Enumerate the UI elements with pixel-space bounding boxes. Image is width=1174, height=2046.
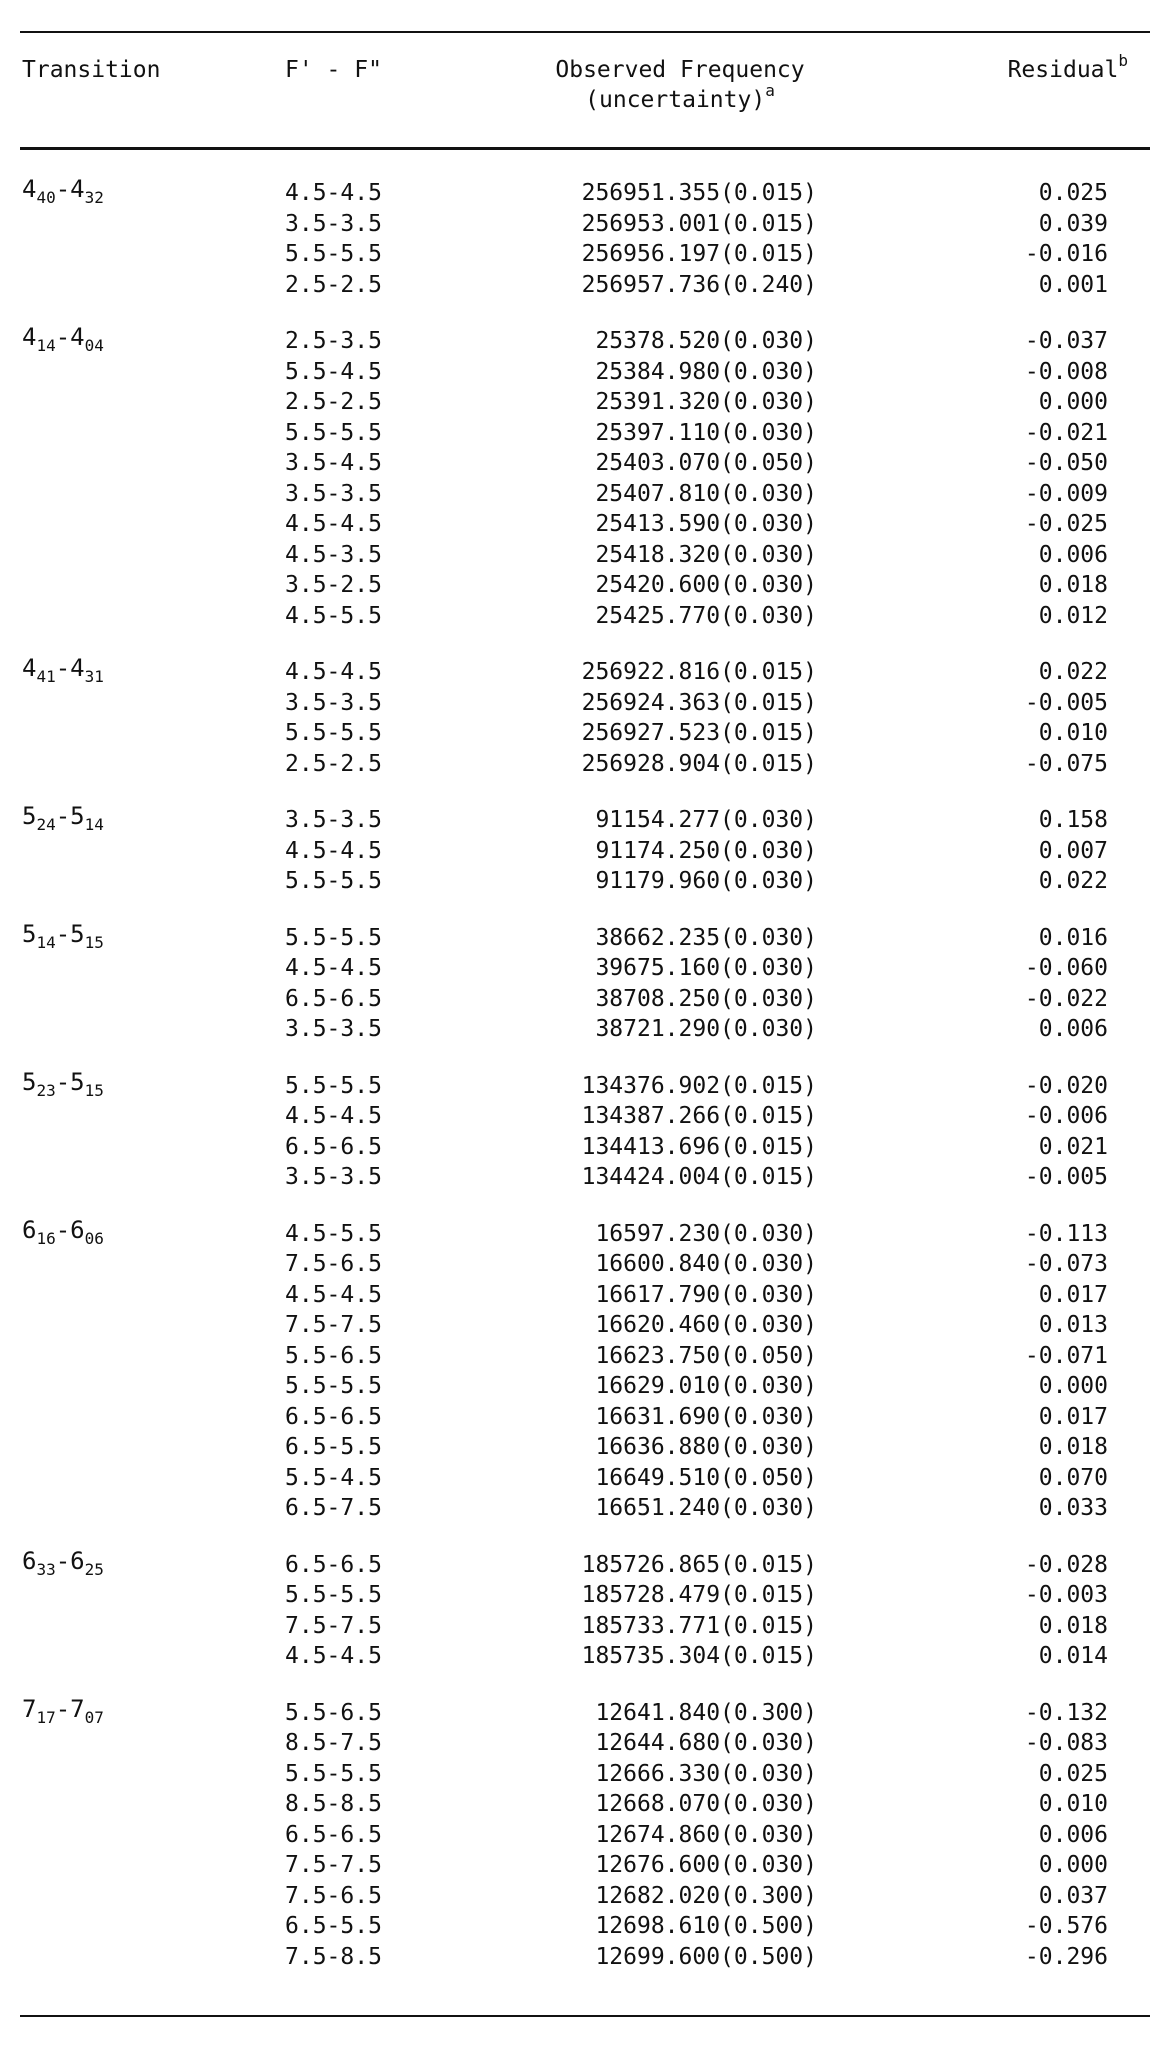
table-row	[0, 540, 1174, 571]
table-row	[0, 1881, 1174, 1912]
transition-lower-k: 25	[84, 1559, 104, 1579]
transition-group	[0, 1546, 1174, 1672]
table-row	[0, 1942, 1174, 1973]
table-row	[0, 1789, 1174, 1820]
table-row	[0, 1219, 1174, 1250]
f-levels-cell: 8.5-7.5	[285, 1730, 382, 1756]
table-row	[0, 1280, 1174, 1311]
frequency-cell: 12674.860(0.030)	[595, 1821, 817, 1848]
f-levels-cell: 5.5-5.5	[285, 419, 382, 446]
transition-dash: -	[55, 1067, 71, 1096]
transition-upper-j: 5	[22, 919, 37, 948]
frequency-cell: 16636.880(0.030)	[595, 1434, 817, 1460]
header-residual-label: Residual	[1007, 57, 1119, 83]
residual-cell: 0.000	[1038, 1373, 1108, 1399]
frequency-cell: 185728.479(0.015)	[581, 1582, 817, 1608]
transition-lower-j: 5	[70, 802, 85, 830]
residual-cell: 0.070	[1038, 1464, 1108, 1491]
transition-dash: -	[55, 323, 71, 351]
f-levels-cell: 6.5-6.5	[285, 985, 382, 1012]
header-rule	[20, 147, 1150, 150]
table-row	[0, 1310, 1174, 1341]
table-row	[0, 418, 1174, 449]
table-row	[0, 479, 1174, 510]
f-levels-cell: 5.5-5.5	[285, 1072, 382, 1099]
table-row	[0, 1493, 1174, 1524]
table-row	[0, 178, 1174, 209]
transition-lower-k: 31	[84, 666, 104, 686]
header-frequency-line2	[520, 81, 840, 115]
transition-group	[0, 654, 1174, 779]
residual-cell: 0.025	[1038, 1760, 1108, 1787]
frequency-cell: 256927.523(0.015)	[581, 720, 817, 746]
frequency-cell: 256953.001(0.015)	[581, 210, 817, 237]
transition-lower-j: 6	[70, 1546, 85, 1575]
frequency-cell: 38721.290(0.030)	[595, 1016, 817, 1042]
transition-lower-j: 7	[70, 1694, 85, 1723]
residual-cell: -0.003	[1024, 1582, 1108, 1608]
transition-lower-j: 4	[70, 654, 85, 682]
f-levels-cell: 6.5-5.5	[285, 1913, 382, 1939]
f-levels-cell: 5.5-4.5	[285, 358, 382, 385]
residual-cell: -0.005	[1024, 1164, 1108, 1190]
frequency-cell: 38708.250(0.030)	[595, 985, 817, 1012]
table-row	[0, 984, 1174, 1015]
f-levels-cell: 7.5-7.5	[285, 1612, 382, 1639]
residual-cell: -0.576	[1024, 1913, 1108, 1939]
frequency-cell: 185726.865(0.015)	[581, 1551, 817, 1578]
f-levels-cell: 5.5-5.5	[285, 1760, 382, 1787]
f-levels-cell: 4.5-4.5	[285, 511, 382, 537]
residual-cell: -0.037	[1024, 328, 1108, 354]
frequency-cell: 256928.904(0.015)	[581, 750, 817, 777]
residual-cell: 0.006	[1038, 1821, 1108, 1848]
residual-cell: 0.018	[1038, 1434, 1108, 1460]
residual-cell: 0.018	[1038, 572, 1108, 598]
transition-upper-j: 6	[22, 1215, 37, 1244]
f-levels-cell: 4.5-4.5	[285, 837, 382, 864]
frequency-cell: 12666.330(0.030)	[595, 1760, 817, 1787]
residual-cell: -0.016	[1024, 241, 1108, 267]
transition-dash: -	[55, 919, 71, 948]
residual-cell: 0.016	[1038, 924, 1108, 951]
frequency-cell: 12644.680(0.030)	[595, 1730, 817, 1756]
residual-cell: -0.132	[1024, 1699, 1108, 1726]
transition-upper-k: 24	[36, 814, 56, 834]
residual-cell: -0.008	[1024, 358, 1108, 385]
residual-cell: 0.017	[1038, 1403, 1108, 1430]
frequency-cell: 16617.790(0.030)	[595, 1281, 817, 1308]
residual-cell: 0.001	[1038, 271, 1108, 298]
frequency-cell: 16623.750(0.050)	[595, 1342, 817, 1369]
frequency-cell: 16649.510(0.050)	[595, 1464, 817, 1491]
header-transition: Transition	[22, 57, 161, 83]
frequency-cell: 134387.266(0.015)	[581, 1103, 817, 1129]
f-levels-cell: 7.5-7.5	[285, 1852, 382, 1878]
frequency-cell: 25378.520(0.030)	[595, 328, 817, 354]
transition-lower-k: 07	[84, 1707, 104, 1727]
frequency-cell: 16631.690(0.030)	[595, 1403, 817, 1430]
frequency-cell: 38662.235(0.030)	[595, 924, 817, 951]
table-row	[0, 570, 1174, 601]
table-row	[0, 1432, 1174, 1463]
transition-lower-j: 4	[70, 175, 85, 203]
residual-cell: -0.075	[1024, 750, 1108, 777]
frequency-cell: 256957.736(0.240)	[581, 271, 817, 298]
f-levels-cell: 3.5-4.5	[285, 450, 382, 476]
transition-upper-k: 23	[36, 1080, 56, 1100]
transition-dash: -	[55, 1215, 71, 1244]
f-levels-cell: 6.5-6.5	[285, 1403, 382, 1430]
transition-lower-k: 14	[84, 814, 104, 834]
f-levels-cell: 4.5-4.5	[285, 180, 382, 206]
transition-group	[0, 1067, 1174, 1193]
frequency-cell: 91154.277(0.030)	[595, 807, 817, 833]
f-levels-cell: 5.5-6.5	[285, 1699, 382, 1726]
transition-lower-j: 5	[70, 1067, 85, 1096]
frequency-cell: 25418.320(0.030)	[595, 541, 817, 568]
table-row	[0, 1014, 1174, 1045]
f-levels-cell: 4.5-4.5	[285, 1281, 382, 1308]
f-levels-cell: 7.5-6.5	[285, 1882, 382, 1909]
frequency-cell: 134424.004(0.015)	[581, 1164, 817, 1190]
residual-cell: 0.006	[1038, 541, 1108, 568]
residual-cell: 0.006	[1038, 1016, 1108, 1042]
transition-lower-j: 4	[70, 323, 85, 351]
residual-cell: 0.010	[1038, 1791, 1108, 1817]
transition-lower-k: 15	[84, 932, 104, 952]
table-row	[0, 1850, 1174, 1881]
frequency-cell: 256922.816(0.015)	[581, 659, 817, 685]
transition-upper-j: 6	[22, 1546, 37, 1575]
frequency-cell: 12641.840(0.300)	[595, 1699, 817, 1726]
transition-upper-j: 4	[22, 323, 37, 351]
f-levels-cell: 5.5-5.5	[285, 868, 382, 894]
residual-cell: -0.073	[1024, 1251, 1108, 1277]
f-levels-cell: 5.5-6.5	[285, 1342, 382, 1369]
table-row	[0, 209, 1174, 240]
f-levels-cell: 3.5-3.5	[285, 1164, 382, 1190]
residual-cell: -0.050	[1024, 450, 1108, 476]
table-row	[0, 1463, 1174, 1494]
f-levels-cell: 6.5-6.5	[285, 1551, 382, 1578]
transition-lower-k: 32	[84, 187, 104, 207]
transition-dash: -	[55, 1546, 71, 1575]
table-row	[0, 1162, 1174, 1193]
table-row	[0, 357, 1174, 388]
frequency-cell: 12668.070(0.030)	[595, 1791, 817, 1817]
residual-cell: -0.020	[1024, 1072, 1108, 1099]
residual-cell: 0.158	[1038, 807, 1108, 833]
table-row	[0, 866, 1174, 897]
f-levels-cell: 2.5-2.5	[285, 271, 382, 298]
table-row	[0, 1249, 1174, 1280]
f-levels-cell: 3.5-3.5	[285, 210, 382, 237]
f-levels-cell: 3.5-3.5	[285, 807, 382, 833]
transition-upper-k: 41	[36, 666, 56, 686]
f-levels-cell: 4.5-4.5	[285, 1643, 382, 1669]
f-levels-cell: 7.5-8.5	[285, 1943, 382, 1970]
bottom-rule	[20, 2015, 1150, 2017]
header-observed-frequency	[520, 55, 840, 115]
frequency-cell: 25407.810(0.030)	[595, 480, 817, 507]
residual-cell: -0.006	[1024, 1103, 1108, 1129]
residual-cell: -0.022	[1024, 985, 1108, 1012]
table-row	[0, 1580, 1174, 1611]
transition-upper-j: 5	[22, 802, 37, 830]
transition-upper-j: 7	[22, 1694, 37, 1723]
frequency-cell: 25397.110(0.030)	[595, 419, 817, 446]
table-row	[0, 953, 1174, 984]
transition-group	[0, 802, 1174, 897]
residual-cell: -0.025	[1024, 511, 1108, 537]
frequency-cell: 25425.770(0.030)	[595, 602, 817, 629]
table-row	[0, 1611, 1174, 1642]
transition-dash: -	[55, 654, 71, 682]
table-row	[0, 1641, 1174, 1672]
residual-cell: -0.009	[1024, 480, 1108, 507]
f-levels-cell: 5.5-5.5	[285, 1582, 382, 1608]
residual-cell: 0.037	[1038, 1882, 1108, 1909]
transition-dash: -	[55, 1694, 71, 1723]
residual-cell: 0.000	[1038, 389, 1108, 415]
table-row	[0, 448, 1174, 479]
top-rule	[20, 31, 1150, 33]
table-row	[0, 923, 1174, 954]
header-uncertainty: (uncertainty)	[585, 87, 766, 113]
transition-upper-j: 4	[22, 175, 37, 203]
table-row	[0, 326, 1174, 357]
f-levels-cell: 3.5-3.5	[285, 480, 382, 507]
residual-cell: -0.021	[1024, 419, 1108, 446]
transition-lower-j: 5	[70, 919, 85, 948]
table-row	[0, 1371, 1174, 1402]
f-levels-cell: 7.5-7.5	[285, 1312, 382, 1338]
table-row	[0, 387, 1174, 418]
frequency-cell: 12698.610(0.500)	[595, 1913, 817, 1939]
frequency-cell: 25403.070(0.050)	[595, 450, 817, 476]
frequency-cell: 12682.020(0.300)	[595, 1882, 817, 1909]
transition-upper-k: 14	[36, 335, 56, 355]
f-levels-cell: 6.5-6.5	[285, 1133, 382, 1160]
transition-upper-k: 16	[36, 1228, 56, 1248]
frequency-cell: 91174.250(0.030)	[595, 837, 817, 864]
f-levels-cell: 5.5-5.5	[285, 241, 382, 267]
table-row	[0, 1911, 1174, 1942]
residual-cell: -0.028	[1024, 1551, 1108, 1578]
transition-group	[0, 323, 1174, 631]
table-row	[0, 601, 1174, 632]
f-levels-cell: 5.5-5.5	[285, 924, 382, 951]
header-residual	[1007, 51, 1128, 85]
frequency-cell: 256951.355(0.015)	[581, 180, 817, 206]
frequency-cell: 16597.230(0.030)	[595, 1220, 817, 1247]
f-levels-cell: 6.5-5.5	[285, 1434, 382, 1460]
transition-lower-k: 04	[84, 335, 104, 355]
f-levels-cell: 2.5-3.5	[285, 328, 382, 354]
header-frequency-line1: Observed Frequency	[555, 57, 805, 83]
residual-cell: 0.012	[1038, 602, 1108, 629]
f-levels-cell: 4.5-5.5	[285, 602, 382, 629]
frequency-cell: 16629.010(0.030)	[595, 1373, 817, 1399]
f-levels-cell: 4.5-5.5	[285, 1220, 382, 1247]
transition-group	[0, 175, 1174, 300]
f-levels-cell: 3.5-3.5	[285, 1016, 382, 1042]
transition-dash: -	[55, 802, 71, 830]
frequency-cell: 16620.460(0.030)	[595, 1312, 817, 1338]
transition-lower-k: 15	[84, 1080, 104, 1100]
frequency-cell: 25413.590(0.030)	[595, 511, 817, 537]
residual-cell: 0.039	[1038, 210, 1108, 237]
frequency-cell: 134413.696(0.015)	[581, 1133, 817, 1160]
table-row	[0, 1728, 1174, 1759]
frequency-cell: 25384.980(0.030)	[595, 358, 817, 385]
residual-cell: 0.018	[1038, 1612, 1108, 1639]
residual-cell: -0.296	[1024, 1943, 1108, 1970]
table-row	[0, 270, 1174, 301]
header-f-levels: F' - F"	[285, 57, 382, 83]
residual-cell: 0.022	[1038, 659, 1108, 685]
table-row	[0, 1759, 1174, 1790]
transition-upper-j: 4	[22, 654, 37, 682]
residual-cell: 0.000	[1038, 1852, 1108, 1878]
residual-cell: 0.022	[1038, 868, 1108, 894]
f-levels-cell: 3.5-2.5	[285, 572, 382, 598]
f-levels-cell: 5.5-5.5	[285, 720, 382, 746]
frequency-cell: 25391.320(0.030)	[595, 389, 817, 415]
footnote-a-marker: a	[765, 81, 775, 101]
f-levels-cell: 5.5-4.5	[285, 1464, 382, 1491]
f-levels-cell: 4.5-4.5	[285, 955, 382, 981]
f-levels-cell: 4.5-4.5	[285, 659, 382, 685]
transition-lower-j: 6	[70, 1215, 85, 1244]
table-row	[0, 1550, 1174, 1581]
transition-group	[0, 1215, 1174, 1524]
transition-dash: -	[55, 175, 71, 203]
frequency-cell: 256924.363(0.015)	[581, 689, 817, 716]
table-row	[0, 1698, 1174, 1729]
frequency-cell: 25420.600(0.030)	[595, 572, 817, 598]
table-row	[0, 805, 1174, 836]
residual-cell: 0.010	[1038, 720, 1108, 746]
footnote-b-marker: b	[1118, 51, 1128, 71]
transition-group	[0, 1694, 1174, 1973]
residual-cell: -0.060	[1024, 955, 1108, 981]
f-levels-cell: 6.5-6.5	[285, 1821, 382, 1848]
frequency-cell: 134376.902(0.015)	[581, 1072, 817, 1099]
transition-upper-k: 17	[36, 1707, 56, 1727]
frequency-cell: 12699.600(0.500)	[595, 1943, 817, 1970]
residual-cell: -0.005	[1024, 689, 1108, 716]
residual-cell: 0.007	[1038, 837, 1108, 864]
f-levels-cell: 3.5-3.5	[285, 689, 382, 716]
residual-cell: 0.021	[1038, 1133, 1108, 1160]
table-row	[0, 657, 1174, 688]
f-levels-cell: 8.5-8.5	[285, 1791, 382, 1817]
table-row	[0, 749, 1174, 780]
residual-cell: 0.017	[1038, 1281, 1108, 1308]
residual-cell: 0.013	[1038, 1312, 1108, 1338]
frequency-cell: 16600.840(0.030)	[595, 1251, 817, 1277]
residual-cell: 0.014	[1038, 1643, 1108, 1669]
transition-upper-k: 14	[36, 932, 56, 952]
frequency-cell: 12676.600(0.030)	[595, 1852, 817, 1878]
frequency-cell: 185733.771(0.015)	[581, 1612, 817, 1639]
residual-cell: -0.113	[1024, 1220, 1108, 1247]
transition-table	[0, 175, 1174, 1998]
table-row	[0, 1341, 1174, 1372]
table-row	[0, 1820, 1174, 1851]
residual-cell: -0.083	[1024, 1730, 1108, 1756]
f-levels-cell: 2.5-2.5	[285, 389, 382, 415]
f-levels-cell: 7.5-6.5	[285, 1251, 382, 1277]
transition-group	[0, 919, 1174, 1045]
table-row	[0, 239, 1174, 270]
residual-cell: 0.025	[1038, 180, 1108, 206]
transition-lower-k: 06	[84, 1228, 104, 1248]
f-levels-cell: 5.5-5.5	[285, 1373, 382, 1399]
transition-upper-k: 40	[36, 187, 56, 207]
residual-cell: -0.071	[1024, 1342, 1108, 1369]
table-row	[0, 1402, 1174, 1433]
frequency-cell: 185735.304(0.015)	[581, 1643, 817, 1669]
frequency-cell: 39675.160(0.030)	[595, 955, 817, 981]
frequency-cell: 91179.960(0.030)	[595, 868, 817, 894]
transition-upper-k: 33	[36, 1559, 56, 1579]
table-row	[0, 1071, 1174, 1102]
table-row	[0, 718, 1174, 749]
table-row	[0, 1101, 1174, 1132]
table-row	[0, 688, 1174, 719]
f-levels-cell: 2.5-2.5	[285, 750, 382, 777]
residual-cell: 0.033	[1038, 1495, 1108, 1521]
f-levels-cell: 4.5-3.5	[285, 541, 382, 568]
table-row	[0, 836, 1174, 867]
transition-upper-j: 5	[22, 1067, 37, 1096]
frequency-cell: 256956.197(0.015)	[581, 241, 817, 267]
table-row	[0, 1132, 1174, 1163]
frequency-cell: 16651.240(0.030)	[595, 1495, 817, 1521]
f-levels-cell: 4.5-4.5	[285, 1103, 382, 1129]
f-levels-cell: 6.5-7.5	[285, 1495, 382, 1521]
table-row	[0, 509, 1174, 540]
